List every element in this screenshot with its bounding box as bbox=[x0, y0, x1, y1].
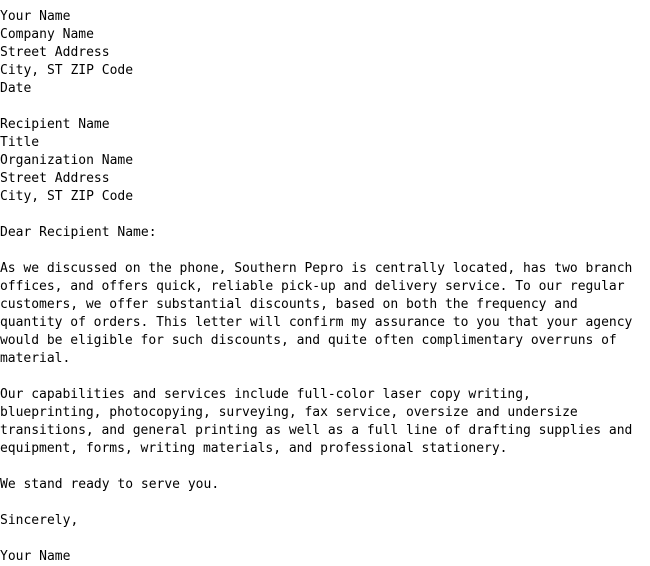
closing: Sincerely, bbox=[0, 513, 79, 528]
spacer bbox=[0, 242, 650, 260]
recipient-name: Recipient Name bbox=[0, 117, 110, 132]
paragraph-3: We stand ready to serve you. bbox=[0, 477, 220, 492]
paragraph-line: As we discussed on the phone, Southern Pepro is centrally located, has two branch bbox=[0, 261, 633, 276]
paragraph-line: customers, we offer substantial discounts, based on both the frequency and bbox=[0, 297, 578, 312]
spacer bbox=[0, 206, 650, 224]
signature-name: Your Name bbox=[0, 549, 71, 564]
recipient-organization: Organization Name bbox=[0, 153, 134, 168]
paragraph-line: would be eligible for such discounts, and quite often complimentary overruns of bbox=[0, 333, 617, 348]
spacer bbox=[0, 368, 650, 386]
sender-block bbox=[0, 8, 650, 98]
recipient-block bbox=[0, 116, 650, 206]
paragraph-2 bbox=[0, 386, 650, 458]
letter-date: Date bbox=[0, 81, 32, 96]
paragraph-line: transitions, and general printing as well as a full line of drafting supplies and bbox=[0, 423, 633, 438]
paragraph-line: Our capabilities and services include full-color laser copy writing, bbox=[0, 387, 531, 402]
paragraph-line: blueprinting, photocopying, surveying, fax service, oversize and undersize bbox=[0, 405, 578, 420]
paragraph-line: material. bbox=[0, 351, 71, 366]
sender-name: Your Name bbox=[0, 9, 71, 24]
paragraph-1 bbox=[0, 260, 650, 368]
paragraph-line: equipment, forms, writing materials, and professional stationery. bbox=[0, 441, 508, 456]
spacer bbox=[0, 98, 650, 116]
sender-street: Street Address bbox=[0, 45, 110, 60]
sender-company: Company Name bbox=[0, 27, 94, 42]
letter-body bbox=[0, 8, 650, 566]
spacer bbox=[0, 458, 650, 476]
recipient-city: City, ST ZIP Code bbox=[0, 189, 134, 204]
paragraph-line: quantity of orders. This letter will confirm my assurance to you that your agency bbox=[0, 315, 633, 330]
sender-city: City, ST ZIP Code bbox=[0, 63, 134, 78]
spacer bbox=[0, 530, 650, 548]
paragraph-line: offices, and offers quick, reliable pick-up and delivery service. To our regular bbox=[0, 279, 625, 294]
recipient-street: Street Address bbox=[0, 171, 110, 186]
recipient-title: Title bbox=[0, 135, 40, 150]
salutation: Dear Recipient Name: bbox=[0, 225, 157, 240]
spacer bbox=[0, 494, 650, 512]
